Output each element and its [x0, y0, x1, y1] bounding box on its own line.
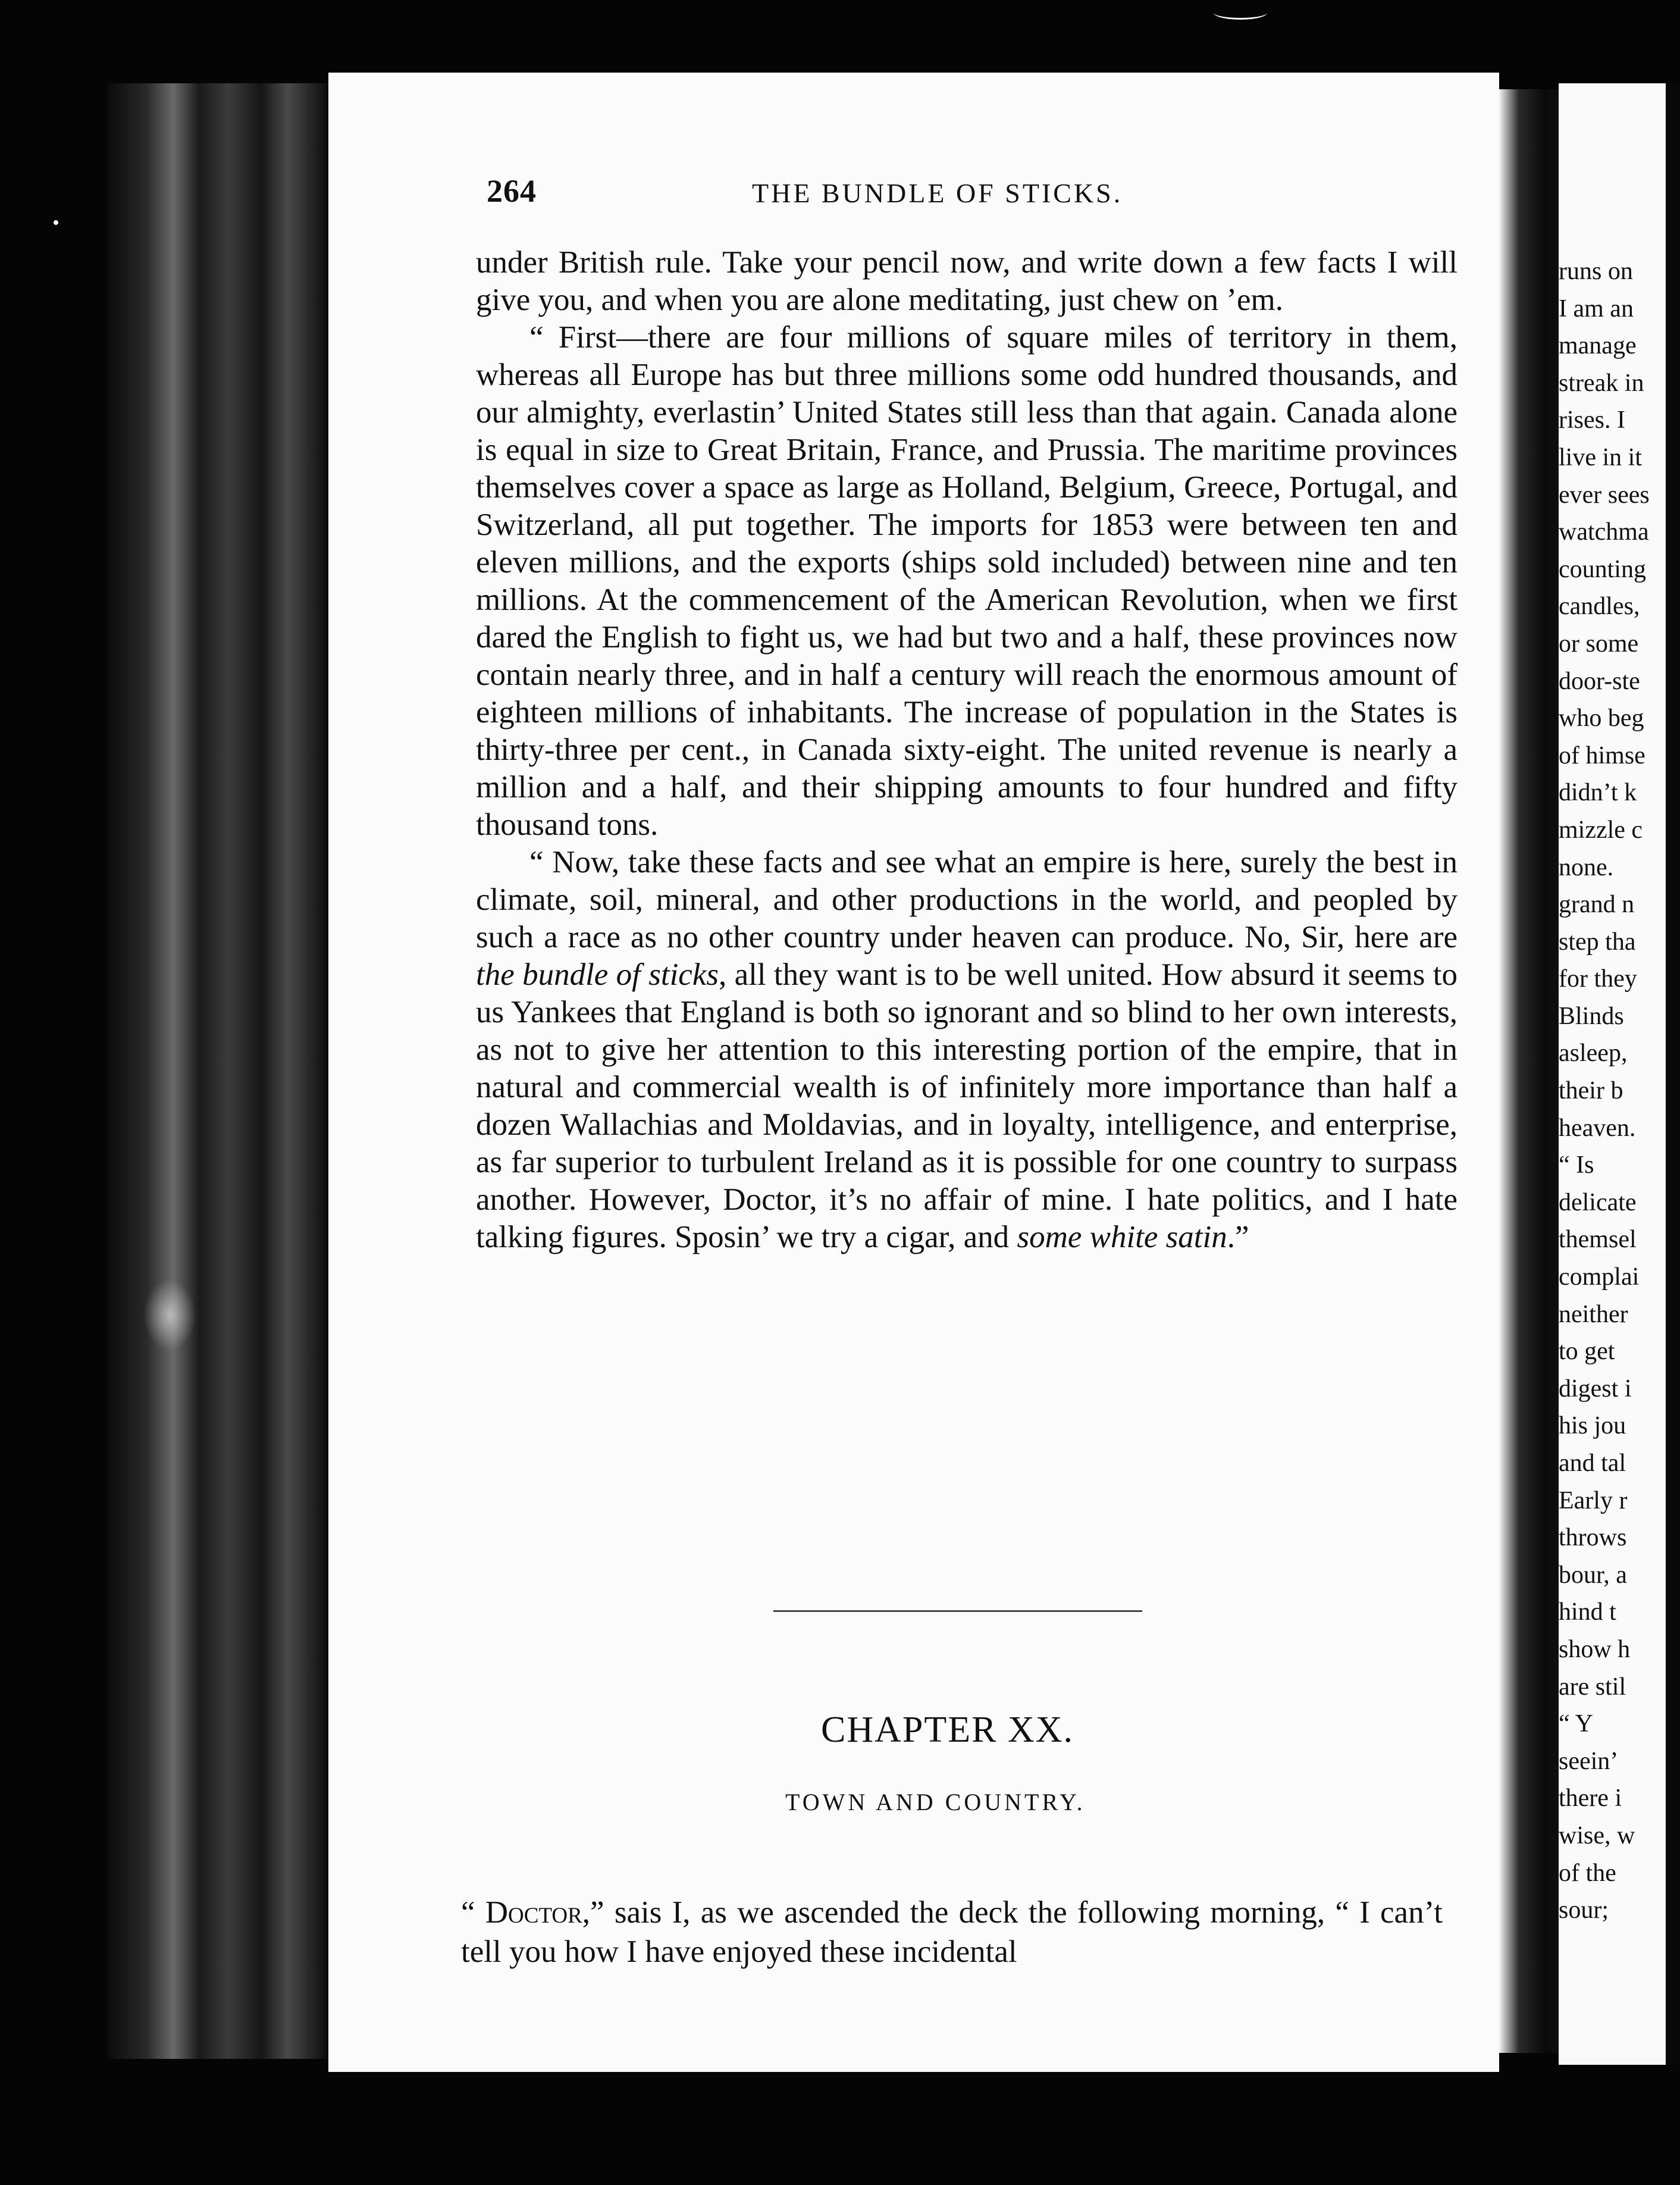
- adjacent-page-line: his jou: [1559, 1412, 1626, 1440]
- adjacent-page-line: and tal: [1559, 1450, 1626, 1477]
- adjacent-page-line: sour;: [1559, 1896, 1609, 1924]
- adjacent-page-line: manage: [1559, 332, 1637, 360]
- paragraph-3-closing: .”: [1227, 1220, 1249, 1254]
- chapter-subtitle: TOWN AND COUNTRY.: [785, 1789, 1086, 1815]
- adjacent-page-line: counting: [1559, 555, 1646, 583]
- adjacent-page-line: to get: [1559, 1338, 1615, 1366]
- paragraph-1: under British rule. Take your pencil now, and write down a few facts I will give you, and when you are alone meditating, just chew on ’em.: [476, 245, 1458, 317]
- adjacent-page-line: hind t: [1559, 1598, 1616, 1626]
- opening-rest: ,” sais I, as we ascended the deck the following morning, “ I can’t tell you how I have enjoyed these incidental: [461, 1895, 1443, 1969]
- adjacent-page-line: live in it: [1559, 443, 1642, 471]
- adjacent-page-line: wise, w: [1559, 1821, 1635, 1849]
- paragraph-3-text-a: “ Now, take these facts and see what an empire is here, surely the best in climate, soil, mineral, and other productions in the world, and peopled by such a race as no other country under heaven can produce. No, Sir, here are: [476, 845, 1458, 954]
- adjacent-page-line: grand n: [1559, 891, 1635, 919]
- adjacent-page-line: are stil: [1559, 1673, 1626, 1701]
- adjacent-page-line: ever sees: [1559, 481, 1650, 509]
- paragraph-2: “ First—there are four millions of square miles of territory in them, whereas all Europe has but three millions some odd hundred thousands, and our almighty, everlastin’ United States still less than that again. Canada alone is equal in size to Great Britain, France, and Prussia. The maritime provinces themselves cover a space as large as Holland, Belgium, Greece, Portugal, and Switzerland, all put together. The imports for 1853 were between ten and eleven millions, and the exports (ships sold included) between nine and ten millions. At the commencement of the American Revolution, when we first dared the English to fight us, we had but two and a half, these provinces now contain nearly three, and in half a century will reach the enormous amount of eighteen millions of inhabitants. The increase of population in the States is thirty-three per cent., in Canada sixty-eight. The united revenue is nearly a million and a half, and their shipping amounts to four hundred and fifty thousand tons.: [476, 320, 1458, 842]
- page-gutter: [1499, 89, 1565, 2053]
- adjacent-page-line: heaven.: [1559, 1114, 1636, 1142]
- adjacent-page-line: digest i: [1559, 1375, 1632, 1403]
- adjacent-page-line: didn’t k: [1559, 779, 1637, 807]
- paragraph-3-italic-2: some white satin: [1017, 1220, 1227, 1254]
- adjacent-page-text: [1559, 253, 1680, 1929]
- adjacent-page-line: show h: [1559, 1635, 1631, 1663]
- stray-mark: [1214, 6, 1267, 20]
- adjacent-page-line: Early r: [1559, 1486, 1628, 1514]
- adjacent-page-line: asleep,: [1559, 1040, 1628, 1068]
- spine-glare: [143, 1279, 196, 1351]
- section-divider: [773, 1610, 1142, 1612]
- adjacent-page-line: door-ste: [1559, 667, 1640, 695]
- body-text: [476, 244, 1458, 1256]
- adjacent-page-line: there i: [1559, 1785, 1622, 1813]
- paragraph-3: [476, 844, 1458, 1256]
- adjacent-page-line: complai: [1559, 1263, 1640, 1291]
- adjacent-page-line: streak in: [1559, 369, 1644, 397]
- scan-speck: [54, 220, 58, 225]
- book-spine-left: [107, 83, 327, 2059]
- adjacent-page-line: bour, a: [1559, 1561, 1627, 1589]
- running-head: [487, 173, 1206, 214]
- adjacent-page-line: “ Y: [1559, 1710, 1593, 1738]
- adjacent-page-line: mizzle c: [1559, 816, 1643, 844]
- adjacent-page-line: themsel: [1559, 1226, 1637, 1254]
- running-title: THE BUNDLE OF STICKS.: [752, 178, 1123, 208]
- adjacent-page-line: Blinds: [1559, 1002, 1624, 1030]
- adjacent-page-line: “ Is: [1559, 1151, 1594, 1179]
- adjacent-page-line: watchma: [1559, 518, 1649, 546]
- adjacent-page-line: runs on: [1559, 258, 1633, 285]
- chapter-opening-paragraph: [461, 1893, 1443, 1971]
- adjacent-page-line: for they: [1559, 965, 1637, 993]
- paragraph-3-italic: the bundle of sticks: [476, 957, 719, 992]
- adjacent-page-line: candles,: [1559, 593, 1640, 621]
- adjacent-page-line: none.: [1559, 853, 1614, 881]
- page-number: 264: [487, 173, 537, 209]
- adjacent-page-line: of himse: [1559, 741, 1645, 769]
- paragraph-3-text-b: , all they want is to be well united. How absurd it seems to us Yankees that England is both so ignorant and so blind to her own interests, as not to give her attention to this interesting portion of the empire, that in natural and commercial wealth is of infinitely more importance than half a dozen Wallachias and Moldavias, and in loyalty, intelligence, and enterprise, as far superior to turbulent Ireland as it is possible for one country to surpass another. However, Doctor, it’s no affair of mine. I hate politics, and I hate talking figures. Sposin’ we try a cigar, and: [476, 957, 1458, 1254]
- opening-quote: “: [461, 1895, 485, 1930]
- adjacent-page-line: seein’: [1559, 1747, 1619, 1775]
- adjacent-page-line: throws: [1559, 1524, 1627, 1552]
- adjacent-page-line: delicate: [1559, 1188, 1637, 1216]
- adjacent-page-line: step tha: [1559, 928, 1636, 956]
- adjacent-page-line: their b: [1559, 1077, 1623, 1105]
- adjacent-page-line: who beg: [1559, 705, 1644, 732]
- opening-smallcaps: Doctor: [485, 1895, 582, 1930]
- adjacent-page-line: or some: [1559, 630, 1639, 658]
- adjacent-page-line: I am an: [1559, 295, 1634, 323]
- adjacent-page-line: neither: [1559, 1300, 1628, 1328]
- chapter-heading: CHAPTER XX.: [821, 1710, 1074, 1750]
- adjacent-page-line: of the: [1559, 1859, 1616, 1887]
- adjacent-page-line: rises. I: [1559, 406, 1625, 434]
